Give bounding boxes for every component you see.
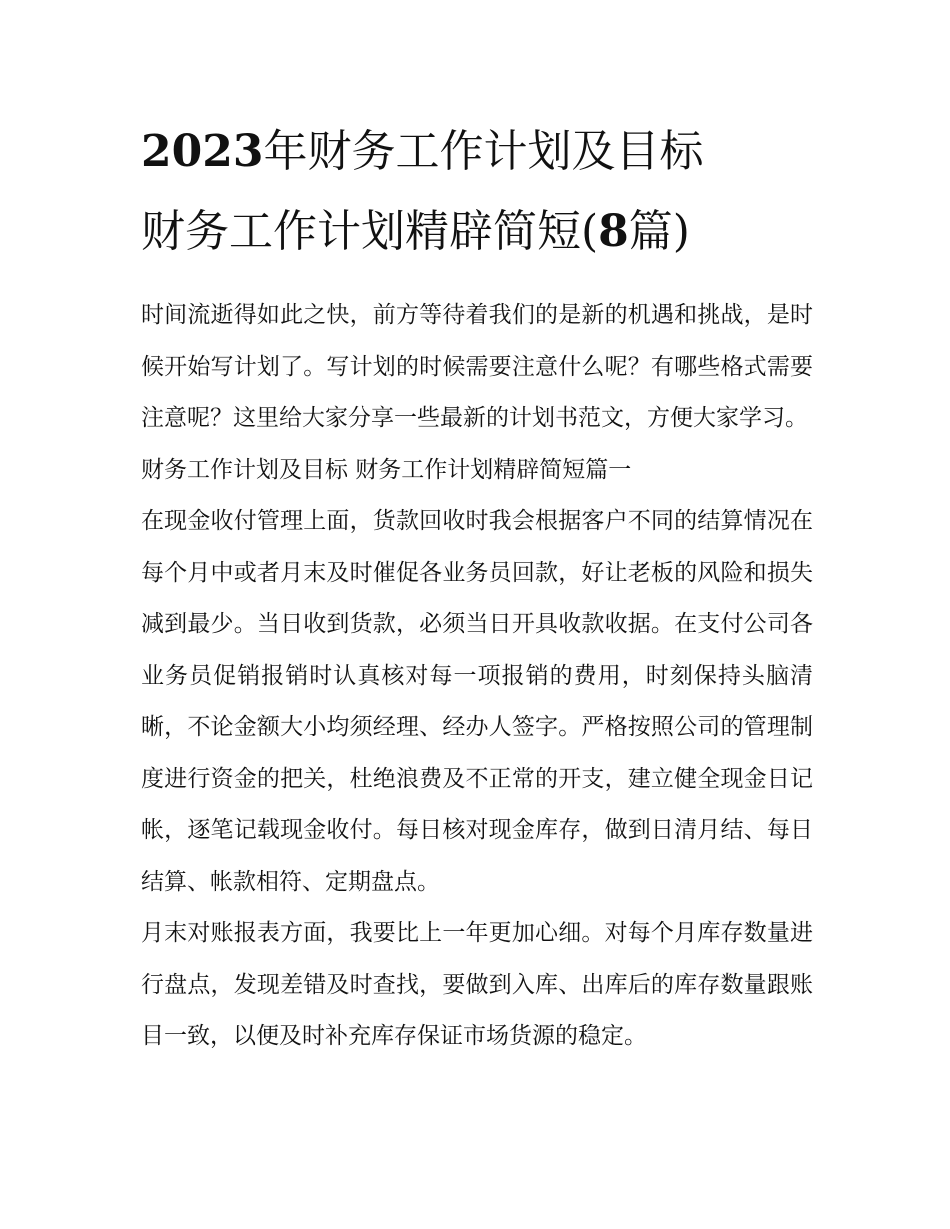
title-line-1 (141, 112, 813, 192)
section-heading: 财务工作计划及目标 财务工作计划精辟简短篇一 (141, 456, 632, 483)
title-count: 8 (598, 206, 629, 257)
title-line-2 (141, 192, 813, 272)
body-paragraph-reports: 月末对账报表方面，我要比上一年更加心细。对每个月库存数量进行盘点，发现差错及时查找，要做到入库、出库后的库存数量跟账目一致，以便及时补充库存保证市场货源的稳定。 (141, 920, 813, 1049)
intro-paragraph: 时间流逝得如此之快，前方等待着我们的是新的机遇和挑战，是时候开始写计划了。写计划的时候需要注意什么呢？有哪些格式需要注意呢？这里给大家分享一些最新的计划书范文，方便大家学习。 (141, 302, 813, 431)
title-line-2-text: 财务工作计划精辟简短( (141, 206, 599, 257)
title-line-1-text: 年财务工作计划及目标 (263, 126, 704, 177)
document-body (141, 290, 813, 1063)
body-paragraph-cash: 在现金收付管理上面，货款回收时我会根据客户不同的结算情况在每个月中或者月末及时催促各业务员回款，好让老板的风险和损失减到最少。当日收到货款，必须当日开具收款收据。在支付公司各业务员促销报销时认真核对每一项报销的费用，时刻保持头脑清晰，不论金额大小均须经理、经办人签字。严格按照公司的管理制度进行资金的把关，杜绝浪费及不正常的开支，建立健全现金日记帐，逐笔记载现金收付。每日核对现金库存，做到日清月结、每日结算、帐款相符、定期盘点。 (141, 508, 813, 895)
document-page (141, 112, 813, 1063)
title-line-2-end: 篇) (628, 206, 690, 257)
document-title (141, 112, 813, 272)
title-year: 2023 (141, 126, 264, 177)
